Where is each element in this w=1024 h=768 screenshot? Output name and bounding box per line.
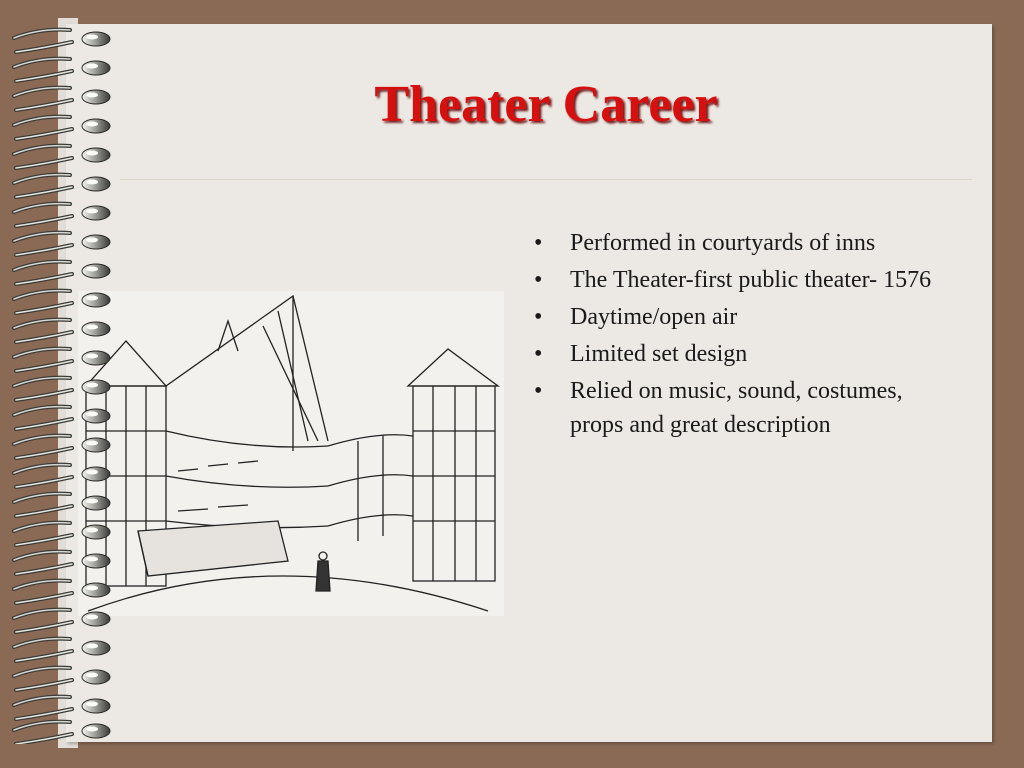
bullet-text: The Theater-first public theater- 1576 <box>570 267 932 293</box>
list-item <box>530 300 950 334</box>
slide-title: Theater Career <box>374 76 718 133</box>
bullet-text: Relied on music, sound, costumes, props and great description <box>570 378 903 438</box>
bullet-text: Limited set design <box>570 341 748 367</box>
bullet-icon: • <box>534 378 543 404</box>
bullet-text: Performed in courtyards of inns <box>570 230 876 256</box>
title-divider <box>120 179 972 180</box>
bullet-icon: • <box>534 230 543 256</box>
bullet-list <box>530 226 950 445</box>
spiral-binding-icon <box>0 24 120 744</box>
theater-illustration <box>78 291 504 616</box>
bullet-icon: • <box>534 304 543 330</box>
bullet-icon: • <box>534 341 543 367</box>
bullet-text: Daytime/open air <box>570 304 738 330</box>
bullet-icon: • <box>534 267 543 293</box>
list-item <box>530 337 950 371</box>
list-item <box>530 263 950 297</box>
list-item <box>530 374 950 442</box>
list-item <box>530 226 950 260</box>
